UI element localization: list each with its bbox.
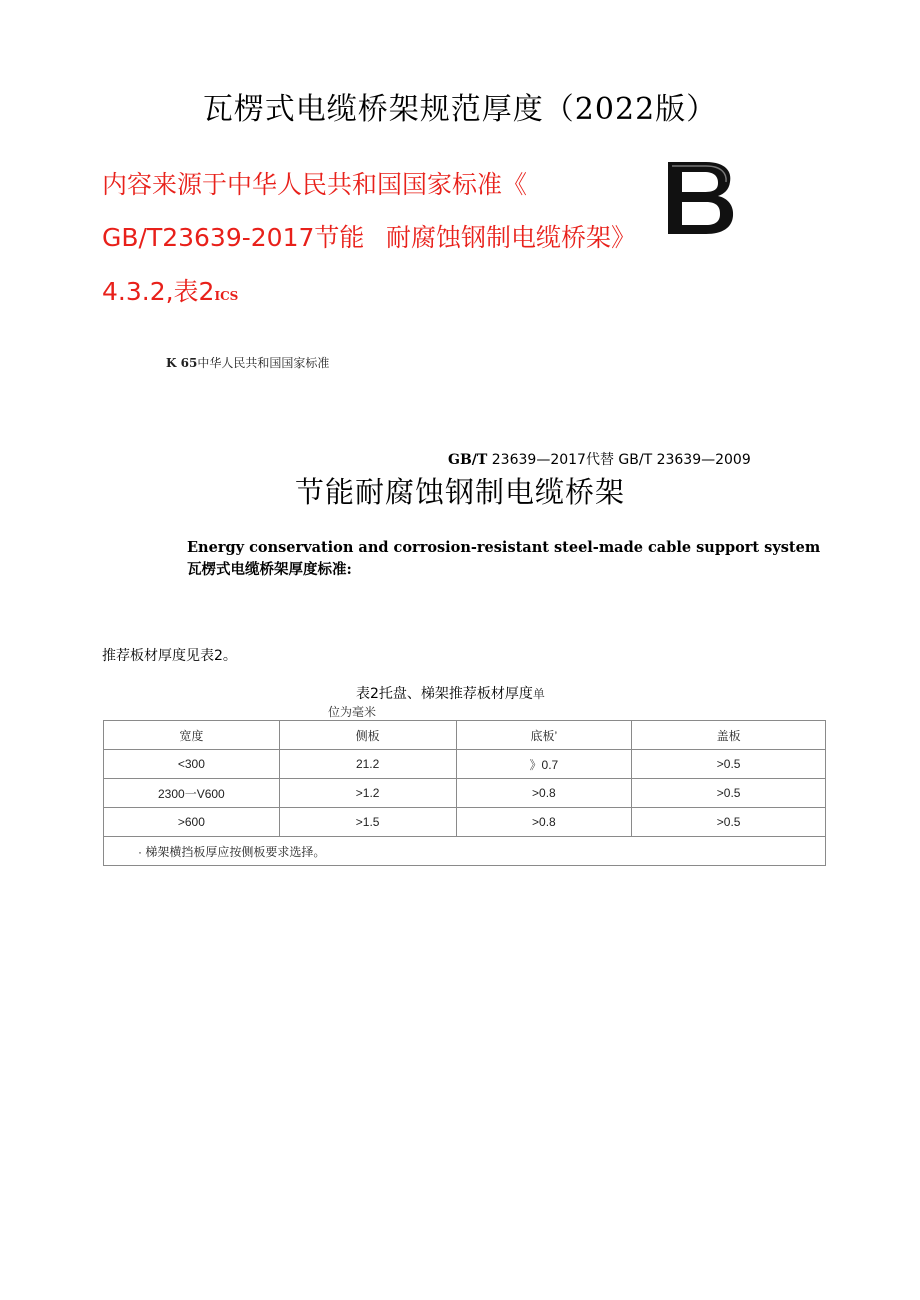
source-line-1: 内容来源于中华人民共和国国家标准《 [102, 170, 528, 199]
table-cell: <300 [104, 750, 280, 779]
table-cell: >0.5 [632, 779, 826, 808]
table-cell: 2300一V600 [104, 779, 280, 808]
table-note-row [104, 837, 826, 866]
table-cell: >0.5 [632, 808, 826, 837]
table-cell: >1.5 [279, 808, 456, 837]
standard-code-rest: 23639—2017代替 GB/T 23639—2009 [487, 452, 751, 468]
document-title: 瓦楞式电缆桥架规范厚度（2022版） [202, 92, 718, 127]
table-cell: >0.5 [632, 750, 826, 779]
table-row [104, 808, 826, 837]
thickness-table [103, 720, 826, 866]
standard-logo-b [662, 158, 736, 236]
header-bottom-panel: 底板’ [456, 721, 632, 750]
table-row [104, 779, 826, 808]
table-note: · 梯架横挡板厚应按侧板要求选择。 [104, 837, 826, 866]
classification-code: K 65 [166, 356, 198, 370]
table-row [104, 750, 826, 779]
classification-text: 中华人民共和国国家标准 [197, 356, 330, 370]
table-unit: 位为毫米 [328, 705, 377, 719]
table-caption-suffix: 单 [532, 687, 545, 701]
table-caption [356, 683, 545, 703]
header-cover-panel: 盖板 [632, 721, 826, 750]
header-side-panel: 侧板 [279, 721, 456, 750]
table-cell: >600 [104, 808, 280, 837]
table-cell: >0.8 [456, 779, 632, 808]
header-width: 宽度 [104, 721, 280, 750]
table-cell: >1.2 [279, 779, 456, 808]
recommendation-text: 推荐板材厚度见表2。 [102, 648, 237, 664]
source-clause: 4.3.2,表2 [102, 277, 215, 306]
standard-code [448, 449, 751, 469]
ics-label: ICS [214, 289, 239, 303]
source-line-2-code: GB/T23639-2017节能 [102, 223, 365, 252]
table-cell: 21.2 [279, 750, 456, 779]
table-cell: 》0.7 [456, 750, 632, 779]
source-line-3 [102, 272, 238, 308]
table-header-row [104, 721, 826, 750]
standard-code-prefix: GB/T [448, 452, 488, 468]
table-caption-main: 表2托盘、梯架推荐板材厚度 [356, 686, 533, 702]
classification-line [166, 354, 329, 371]
standard-title: 节能耐腐蚀钢制电缆桥架 [294, 475, 625, 509]
source-line-2-title: 耐腐蚀钢制电缆桥架》 [386, 223, 637, 252]
english-title: Energy conservation and corrosion-resistant steel-made cable support system瓦楞式电缆桥架厚度标准: [187, 539, 821, 578]
table-cell: >0.8 [456, 808, 632, 837]
